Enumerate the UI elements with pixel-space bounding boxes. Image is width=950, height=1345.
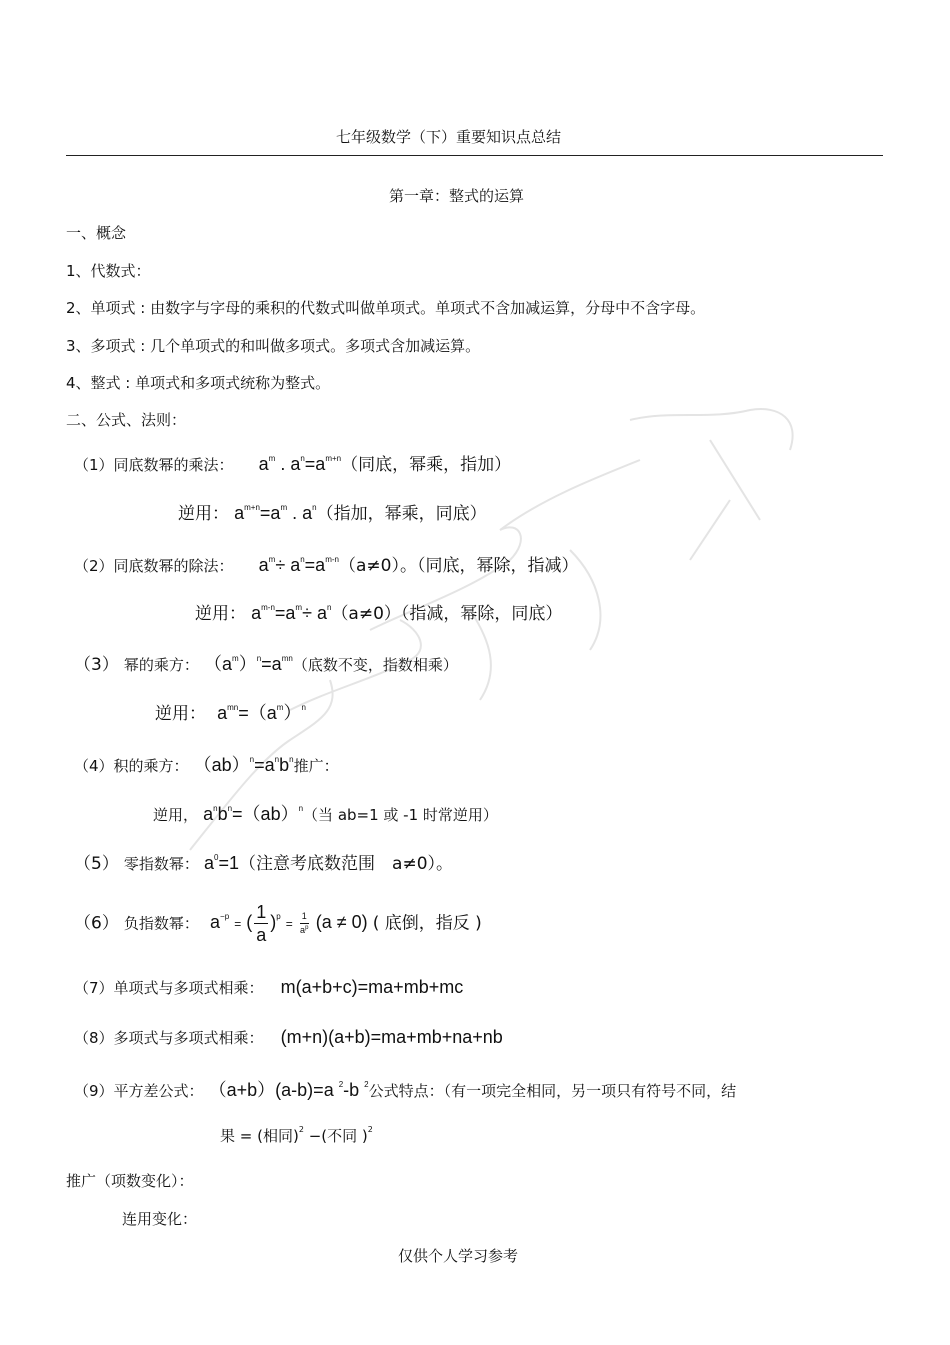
rule-formula: $(ab)^n=a^nb^n$ xyxy=(193,755,294,775)
title-divider xyxy=(66,155,883,156)
rule-5 xyxy=(74,849,453,874)
rule-number: （5） xyxy=(74,854,119,874)
rule-formula: $a^{-p}$ = ( $\frac{1}{a}$ )$^p$ = $\frac{1}{a^p}$ (a ≠ 0) xyxy=(210,902,368,945)
section-rules-heading: 二、公式、法则： xyxy=(66,411,187,429)
section-concepts-heading: 一、概念 xyxy=(66,224,127,242)
rule-formula: （a+b）(a-b)=a $^2$-b $^2$ xyxy=(208,1080,369,1100)
generalize-heading: 推广（项数变化）： xyxy=(66,1172,194,1190)
rule-4-inverse xyxy=(153,800,498,826)
rule-note: （当 ab=1 或 -1 时常逆用） xyxy=(303,806,498,824)
rule-label: 零指数幂： xyxy=(123,855,199,873)
rule-label: （8）多项式与多项式相乘： xyxy=(74,1029,264,1047)
page-footer: 仅供个人学习参考 xyxy=(398,1247,519,1265)
rule-formula: (m+n)(a+b)=ma+mb+na+nb xyxy=(280,1027,503,1047)
rule-label: 逆用： xyxy=(155,704,206,724)
rule-3 xyxy=(74,650,458,676)
rule-number: （6） xyxy=(74,913,119,934)
rule-label: 逆用： xyxy=(178,504,229,524)
rule-label: （7）单项式与多项式相乘： xyxy=(74,979,264,997)
page-title: 七年级数学（下）重要知识点总结 xyxy=(336,128,562,146)
rule-9-continued: 果 = (相同)$^2$ −(不同 )$^2$ xyxy=(220,1125,373,1145)
fraction: $\frac{1}{a}$ xyxy=(256,902,267,945)
rule-1-inverse xyxy=(178,499,487,524)
rule-label: 逆用： xyxy=(195,604,246,624)
rule-note: （a≠0）（指减，幂除，同底） xyxy=(331,604,563,624)
concept-item: 2、单项式 : 由数字与字母的乘积的代数式叫做单项式。单项式不含加减运算，分母中不含字母。 xyxy=(66,299,706,317)
rule-2 xyxy=(74,551,578,576)
rule-label: 负指数幂： xyxy=(123,914,199,933)
chapter-heading: 第一章：整式的运算 xyxy=(389,187,525,205)
rule-formula: $a^{mn}=(a^m)^n$ xyxy=(217,703,306,723)
rule-note: 果 = (相同) xyxy=(220,1127,299,1145)
rule-note: （注意考底数范围 a≠0）。 xyxy=(239,854,454,874)
rule-note: −(不同 ) xyxy=(308,1127,368,1145)
rule-2-inverse xyxy=(195,599,562,624)
rule-formula: $a^m\div a^n=a^{m-n}$ xyxy=(258,555,339,575)
rule-formula: $a^m$ . $a^n=a^{m+n}$ xyxy=(258,454,342,474)
rule-formula: $a^nb^n=(ab)^n$ xyxy=(203,804,304,824)
rule-number: （3） xyxy=(74,655,119,675)
rule-label: （9）平方差公式： xyxy=(74,1082,204,1100)
rule-note: 推广： xyxy=(293,757,339,775)
rule-note: 公式特点：（有一项完全相同，另一项只有符号不同，结 xyxy=(368,1082,737,1100)
rule-formula: $(a^m)^n=a^{mn}$ xyxy=(204,654,293,674)
rule-formula: $a^0=1$ xyxy=(204,853,240,873)
concept-item: 3、多项式 : 几个单项式的和叫做多项式。多项式含加减运算。 xyxy=(66,337,481,355)
rule-label: （1）同底数幂的乘法： xyxy=(74,456,234,474)
rule-8 xyxy=(74,1027,503,1048)
rule-note: （指加，幂乘，同底） xyxy=(316,504,487,524)
rule-note: （底数不变，指数相乘） xyxy=(292,656,458,674)
concept-item: 1、代数式： xyxy=(66,262,151,280)
rule-label: 逆用， xyxy=(153,806,199,824)
fraction-small: $\frac{1}{a^p}$ xyxy=(300,911,309,935)
rule-formula: m(a+b+c)=ma+mb+mc xyxy=(280,977,464,997)
rule-1 xyxy=(74,450,511,475)
rule-3-inverse xyxy=(155,699,306,725)
rule-6 xyxy=(74,903,482,944)
rule-note: ( 底倒，指反 ) xyxy=(372,913,482,934)
rule-formula: $a^{m-n}=a^m\div a^n$ xyxy=(251,603,332,623)
rule-9 xyxy=(74,1076,736,1102)
rule-label: （4）积的乘方： xyxy=(74,757,189,775)
chain-heading: 连用变化： xyxy=(122,1210,198,1228)
concept-item: 4、整式 : 单项式和多项式统称为整式。 xyxy=(66,374,331,392)
rule-4 xyxy=(74,751,339,777)
rule-note: （a≠0）。（同底，幂除，指减） xyxy=(338,556,579,576)
rule-formula: $a^{m+n}=a^m$ . $a^n$ xyxy=(234,503,317,523)
rule-label: 幂的乘方： xyxy=(123,656,199,674)
rule-label: （2）同底数幂的除法： xyxy=(74,557,234,575)
rule-7 xyxy=(74,977,463,998)
rule-note: （同底，幂乘，指加） xyxy=(341,455,512,475)
